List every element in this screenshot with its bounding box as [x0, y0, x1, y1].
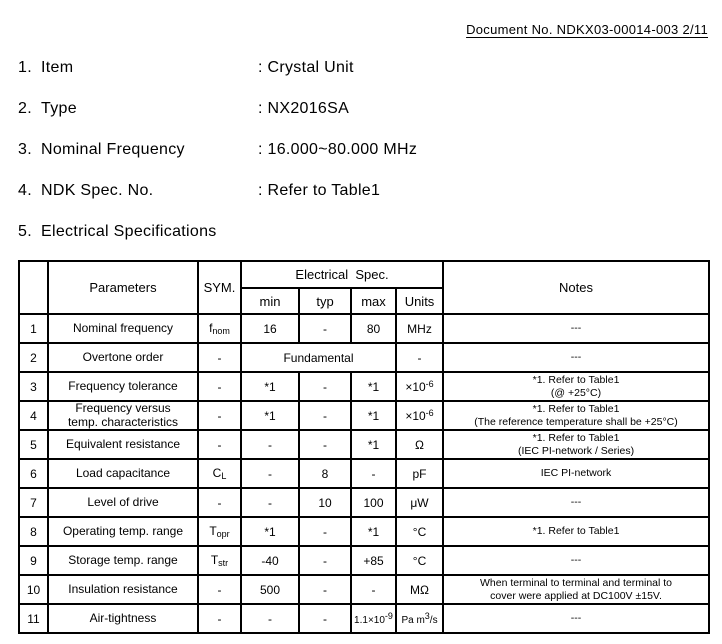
- item-number: 3.: [18, 141, 32, 158]
- max-cell: -: [351, 459, 396, 488]
- max-cell: 80: [351, 314, 396, 343]
- item-label: Nominal Frequency: [41, 141, 185, 158]
- row-number-cell: 10: [19, 575, 48, 604]
- notes-cell: IEC PI-network: [443, 459, 709, 488]
- sym-cell: -: [198, 488, 241, 517]
- header-notes: Notes: [443, 261, 709, 314]
- header-min: min: [241, 288, 299, 314]
- param-cell: Air-tightness: [48, 604, 198, 633]
- item-number: 4.: [18, 182, 32, 199]
- list-item: [18, 100, 578, 119]
- item-number: 2.: [18, 100, 32, 117]
- table-row: [19, 604, 709, 633]
- item-value: : Refer to Table1: [258, 182, 381, 199]
- row-number-cell: 1: [19, 314, 48, 343]
- row-number-cell: 4: [19, 401, 48, 430]
- min-cell: -: [241, 488, 299, 517]
- spec-table: [18, 260, 710, 634]
- units-cell: MHz: [396, 314, 443, 343]
- row-number-cell: 8: [19, 517, 48, 546]
- max-cell: *1: [351, 401, 396, 430]
- table-row: [19, 430, 709, 459]
- table-row: [19, 546, 709, 575]
- typ-cell: -: [299, 314, 351, 343]
- notes-cell: ---: [443, 343, 709, 372]
- typ-cell: 8: [299, 459, 351, 488]
- min-cell: *1: [241, 372, 299, 401]
- units-cell: °C: [396, 546, 443, 575]
- units-cell: $\times 10^{-6}$: [396, 401, 443, 430]
- notes-cell: ---: [443, 546, 709, 575]
- typ-cell: -: [299, 517, 351, 546]
- param-cell: Load capacitance: [48, 459, 198, 488]
- typ-cell: -: [299, 430, 351, 459]
- item-value: : 16.000~80.000 MHz: [258, 141, 418, 158]
- max-cell: *1: [351, 517, 396, 546]
- table-row: [19, 314, 709, 343]
- list-item: [18, 182, 578, 201]
- document-number: Document No. NDKX03-00014-003 2/11: [466, 22, 708, 37]
- notes-cell: ---: [443, 604, 709, 633]
- sym-cell: -: [198, 401, 241, 430]
- typ-cell: -: [299, 575, 351, 604]
- item-list: [18, 59, 578, 264]
- header-electrical-spec: Electrical Spec.: [241, 261, 443, 288]
- max-cell: *1: [351, 430, 396, 459]
- units-cell: $\times 10^{-6}$: [396, 372, 443, 401]
- typ-cell: -: [299, 546, 351, 575]
- row-number-cell: 2: [19, 343, 48, 372]
- list-item: [18, 223, 578, 242]
- list-item: [18, 141, 578, 160]
- row-number-cell: 5: [19, 430, 48, 459]
- max-cell: 100: [351, 488, 396, 517]
- table-row: [19, 488, 709, 517]
- min-cell: 500: [241, 575, 299, 604]
- units-cell: °C: [396, 517, 443, 546]
- param-cell: Storage temp. range: [48, 546, 198, 575]
- list-item: [18, 59, 578, 78]
- row-number-cell: 3: [19, 372, 48, 401]
- header-max: max: [351, 288, 396, 314]
- fundamental-span-cell: Fundamental: [241, 343, 396, 372]
- header-sym: SYM.: [198, 261, 241, 314]
- param-cell: Insulation resistance: [48, 575, 198, 604]
- sym-cell: $C_L$: [198, 459, 241, 488]
- min-cell: -: [241, 459, 299, 488]
- sym-cell: -: [198, 575, 241, 604]
- param-cell: Operating temp. range: [48, 517, 198, 546]
- header-typ: typ: [299, 288, 351, 314]
- typ-cell: -: [299, 604, 351, 633]
- sym-cell: $T_{str}$: [198, 546, 241, 575]
- units-cell: μW: [396, 488, 443, 517]
- typ-cell: -: [299, 372, 351, 401]
- param-cell: Equivalent resistance: [48, 430, 198, 459]
- row-number-cell: 7: [19, 488, 48, 517]
- units-cell: Ω: [396, 430, 443, 459]
- spec-table-header: [19, 261, 709, 314]
- units-cell: pF: [396, 459, 443, 488]
- item-number: 5.: [18, 223, 32, 240]
- typ-cell: -: [299, 401, 351, 430]
- max-cell: -: [351, 575, 396, 604]
- item-label: Type: [41, 100, 77, 117]
- item-value: : NX2016SA: [258, 100, 350, 117]
- row-number-cell: 11: [19, 604, 48, 633]
- row-number-cell: 9: [19, 546, 48, 575]
- header-parameters: Parameters: [48, 261, 198, 314]
- notes-cell: ---: [443, 488, 709, 517]
- table-row: [19, 575, 709, 604]
- sym-cell: -: [198, 372, 241, 401]
- units-cell: -: [396, 343, 443, 372]
- sym-cell: $f_{nom}$: [198, 314, 241, 343]
- table-row: [19, 459, 709, 488]
- notes-cell: When terminal to terminal and terminal to cover were applied at DC100V ±15V.: [443, 575, 709, 604]
- max-cell: $1.1\times 10^{-9}$: [351, 604, 396, 633]
- param-cell: Frequency tolerance: [48, 372, 198, 401]
- item-label: Item: [41, 59, 74, 76]
- table-row: [19, 372, 709, 401]
- min-cell: *1: [241, 517, 299, 546]
- sym-cell: -: [198, 604, 241, 633]
- param-cell: Frequency versus temp. characteristics: [48, 401, 198, 430]
- row-number-cell: 6: [19, 459, 48, 488]
- min-cell: -40: [241, 546, 299, 575]
- max-cell: *1: [351, 372, 396, 401]
- param-cell: Nominal frequency: [48, 314, 198, 343]
- sym-cell: -: [198, 430, 241, 459]
- item-label: Electrical Specifications: [41, 223, 217, 240]
- notes-cell: *1. Refer to Table1 (IEC PI-network / Series): [443, 430, 709, 459]
- notes-cell: *1. Refer to Table1: [443, 517, 709, 546]
- param-cell: Overtone order: [48, 343, 198, 372]
- notes-cell: *1. Refer to Table1 (@ +25°C): [443, 372, 709, 401]
- notes-cell: *1. Refer to Table1 (The reference temperature shall be +25°C): [443, 401, 709, 430]
- min-cell: 16: [241, 314, 299, 343]
- header-blank-cell: [19, 261, 48, 314]
- param-cell: Level of drive: [48, 488, 198, 517]
- item-number: 1.: [18, 59, 32, 76]
- sym-cell: -: [198, 343, 241, 372]
- header-units: Units: [396, 288, 443, 314]
- sym-cell: $T_{opr}$: [198, 517, 241, 546]
- notes-cell: ---: [443, 314, 709, 343]
- units-cell: MΩ: [396, 575, 443, 604]
- min-cell: -: [241, 604, 299, 633]
- min-cell: *1: [241, 401, 299, 430]
- item-label: NDK Spec. No.: [41, 182, 154, 199]
- table-row: [19, 517, 709, 546]
- max-cell: +85: [351, 546, 396, 575]
- table-row: [19, 343, 709, 372]
- typ-cell: 10: [299, 488, 351, 517]
- item-value: : Crystal Unit: [258, 59, 354, 76]
- spec-table-body: [19, 314, 709, 633]
- min-cell: -: [241, 430, 299, 459]
- table-row: [19, 401, 709, 430]
- units-cell: Pa $m^3/s$: [396, 604, 443, 633]
